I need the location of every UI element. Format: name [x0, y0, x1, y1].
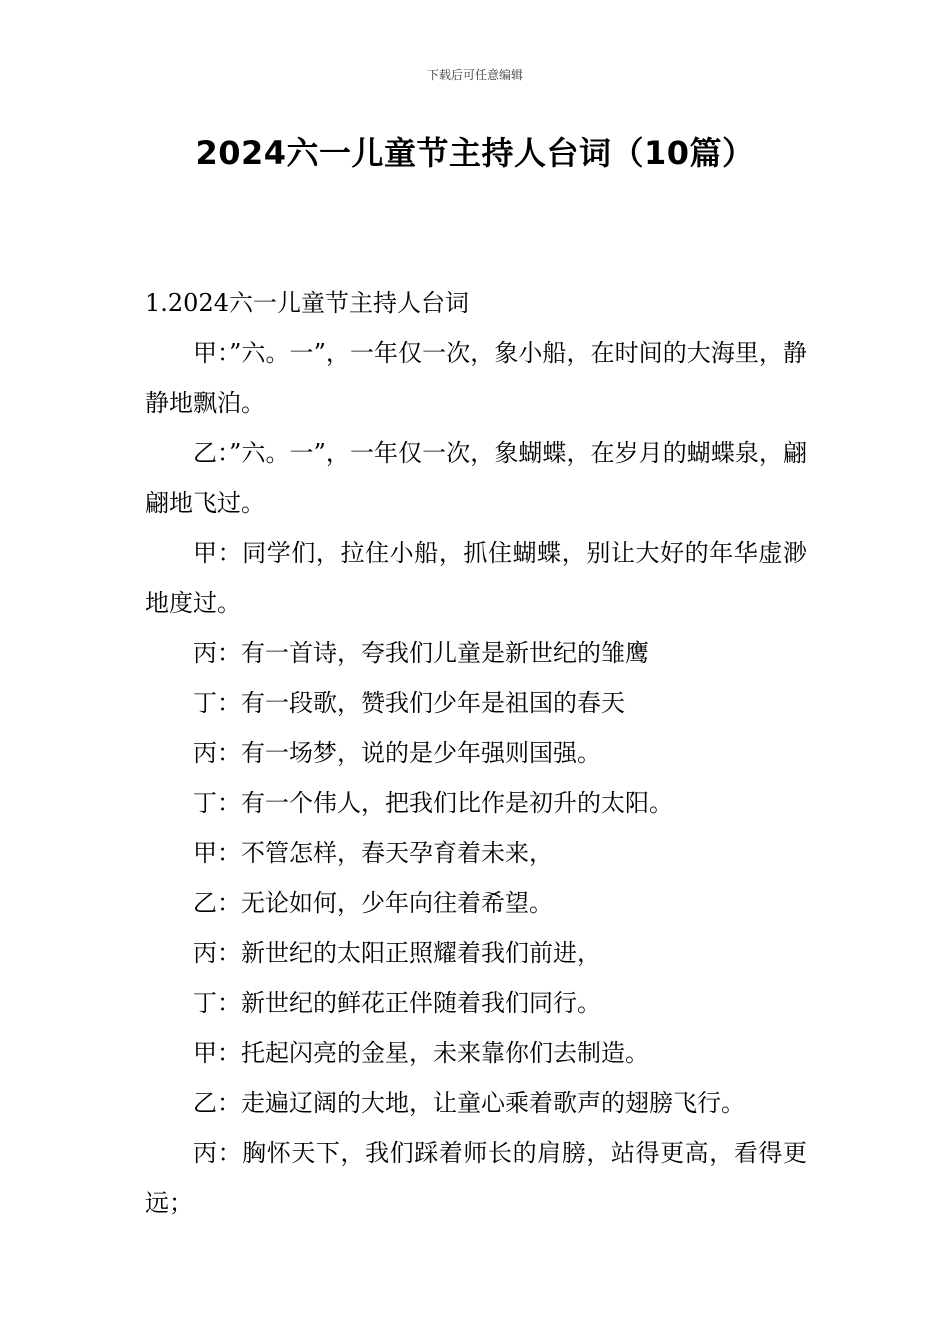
paragraph: 丁：新世纪的鲜花正伴随着我们同行。 [193, 989, 601, 1017]
paragraph: 丙：新世纪的太阳正照耀着我们前进， [193, 939, 601, 967]
paragraph: 甲：不管怎样，春天孕育着未来， [193, 839, 553, 867]
paragraph: 甲：”六。一”，一年仅一次，象小船，在时间的大海里，静静地飘泊。 [145, 339, 807, 417]
paragraph: 乙：走遍辽阔的大地，让童心乘着歌声的翅膀飞行。 [193, 1089, 745, 1117]
paragraph: 丙：有一首诗，夸我们儿童是新世纪的雏鹰 [193, 639, 649, 667]
paragraph: 乙：无论如何，少年向往着希望。 [193, 889, 553, 917]
paragraph: 丁：有一段歌，赞我们少年是祖国的春天 [193, 689, 625, 717]
section-heading: 1.2024六一儿童节主持人台词 [145, 289, 469, 317]
paragraph: 丙：有一场梦，说的是少年强则国强。 [193, 739, 601, 767]
paragraph: 丙：胸怀天下，我们踩着师长的肩膀，站得更高，看得更远； [145, 1139, 807, 1217]
header-note: 下载后可任意编辑 [426, 68, 523, 82]
paragraph: 乙：”六。一”，一年仅一次，象蝴蝶，在岁月的蝴蝶泉，翩翩地飞过。 [145, 439, 807, 517]
paragraph: 甲：同学们，拉住小船，抓住蝴蝶，别让大好的年华虚渺地度过。 [145, 539, 807, 617]
paragraph: 丁：有一个伟人，把我们比作是初升的太阳。 [193, 789, 673, 817]
document-title: 2024六一儿童节主持人台词（10篇） [195, 134, 755, 172]
document-body [145, 278, 807, 1228]
paragraph: 甲：托起闪亮的金星，未来靠你们去制造。 [193, 1039, 649, 1067]
